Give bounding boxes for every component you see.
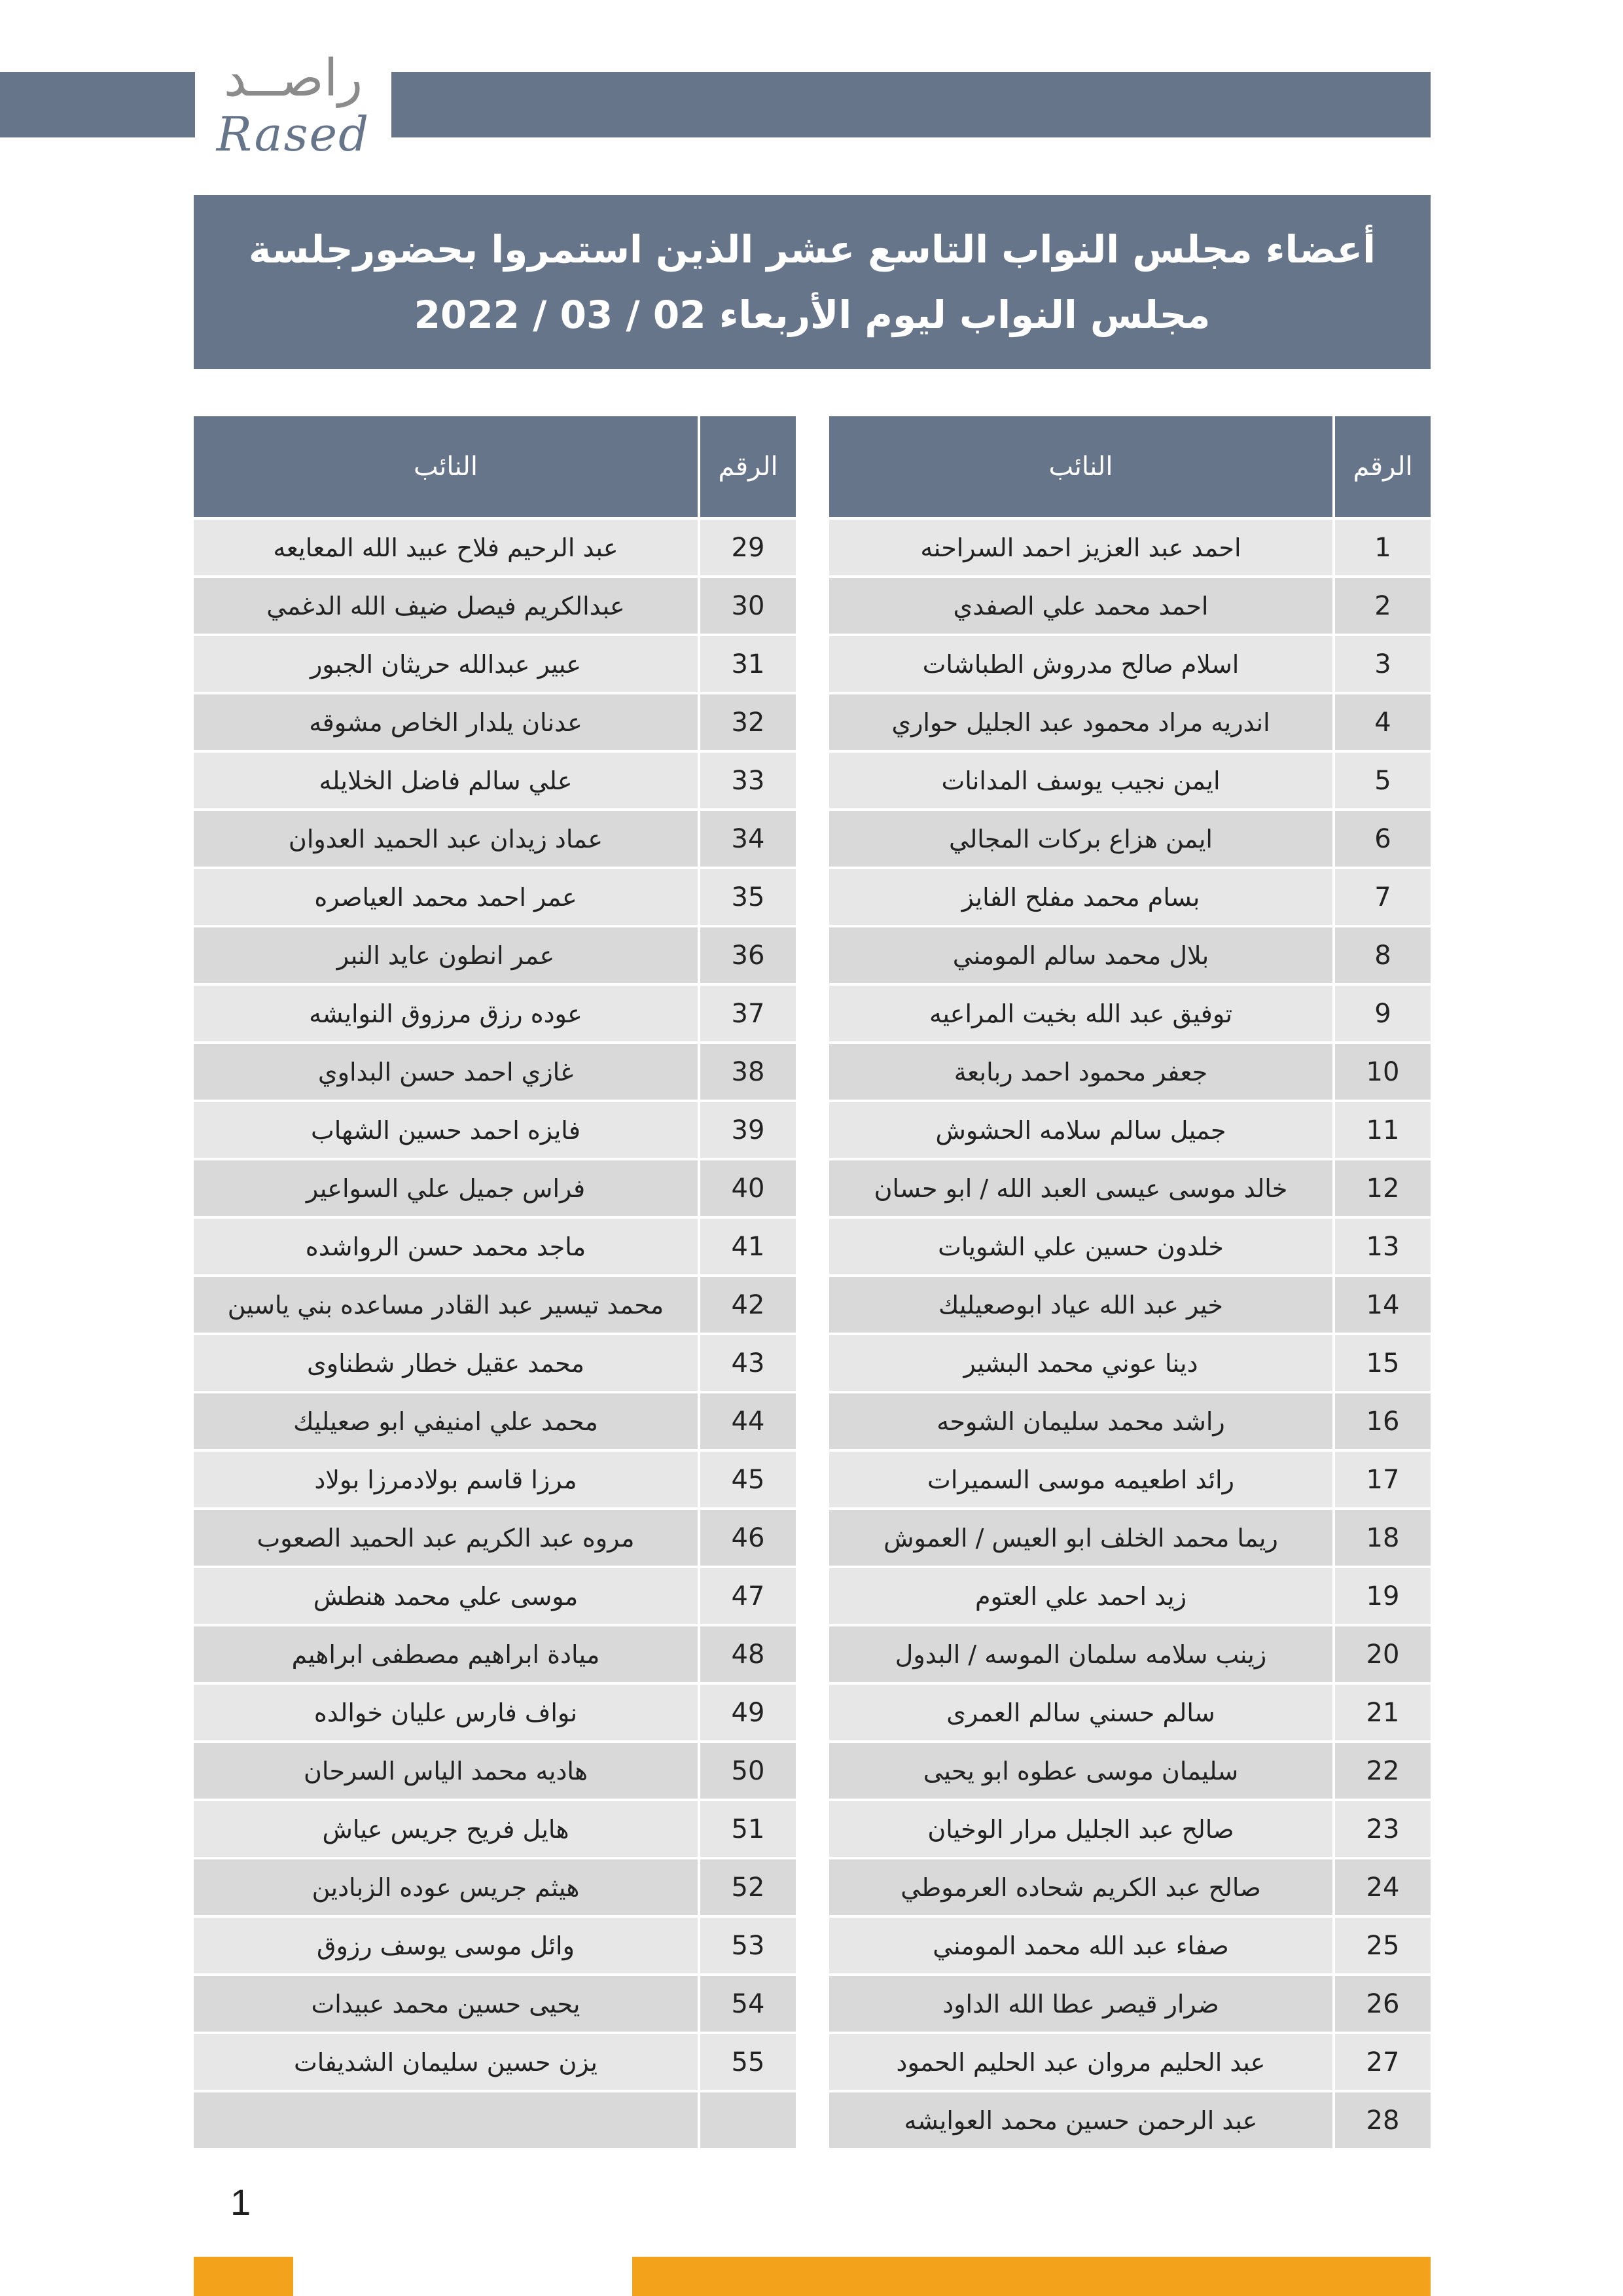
- member-number: 21: [1332, 1682, 1431, 1740]
- member-number: 11: [1332, 1100, 1431, 1158]
- member-number: 26: [1332, 1973, 1431, 2032]
- member-name: بلال محمد سالم المومني: [829, 925, 1332, 983]
- table-row: [829, 575, 1431, 634]
- member-name: محمد علي امنيفي ابو صعيليك: [194, 1391, 698, 1449]
- table-row: [194, 1274, 796, 1333]
- member-number: 24: [1332, 1857, 1431, 1915]
- member-name: ضرار قيصر عطا الله الداود: [829, 1973, 1332, 2032]
- table-row: [194, 1740, 796, 1799]
- member-number: 3: [1332, 634, 1431, 692]
- table-row: [829, 1100, 1431, 1158]
- footer-bar-left: [194, 2257, 293, 2296]
- table-row: [829, 1740, 1431, 1799]
- member-number: 17: [1332, 1449, 1431, 1507]
- member-name: خلدون حسين علي الشويات: [829, 1216, 1332, 1274]
- member-number: 51: [698, 1799, 796, 1857]
- column-header-name: النائب: [829, 416, 1332, 517]
- footer-bar-right: [632, 2257, 1431, 2296]
- table-row: [194, 1566, 796, 1624]
- member-name: يزن حسين سليمان الشديفات: [194, 2032, 698, 2090]
- table-row: [829, 1158, 1431, 1216]
- member-name: عبد الحليم مروان عبد الحليم الحمود: [829, 2032, 1332, 2090]
- member-name: جميل سالم سلامه الحشوش: [829, 1100, 1332, 1158]
- member-name: علي سالم فاضل الخلايله: [194, 750, 698, 808]
- table-row: [829, 1391, 1431, 1449]
- member-name: احمد عبد العزيز احمد السراحنه: [829, 517, 1332, 575]
- member-number: 35: [698, 867, 796, 925]
- member-name: خير عبد الله عياد ابوصعيليك: [829, 1274, 1332, 1333]
- table-row: [829, 983, 1431, 1041]
- column-header-number: الرقم: [698, 416, 796, 517]
- member-number: 41: [698, 1216, 796, 1274]
- header-bar-left: [0, 72, 195, 137]
- member-number: 5: [1332, 750, 1431, 808]
- member-name: صفاء عبد الله محمد المومني: [829, 1915, 1332, 1973]
- table-row: [829, 925, 1431, 983]
- table-row: [194, 1100, 796, 1158]
- member-name: جعفر محمود احمد ربابعة: [829, 1041, 1332, 1100]
- member-number: 52: [698, 1857, 796, 1915]
- member-number: 4: [1332, 692, 1431, 750]
- member-name: عمر انطون عايد النبر: [194, 925, 698, 983]
- logo-arabic-text: راصــد: [223, 49, 363, 108]
- table-row: [194, 1624, 796, 1682]
- table-row: [194, 1857, 796, 1915]
- member-number: 18: [1332, 1507, 1431, 1566]
- member-number: 31: [698, 634, 796, 692]
- member-number: 45: [698, 1449, 796, 1507]
- table-row: [829, 1682, 1431, 1740]
- table-row: [194, 867, 796, 925]
- member-number: 37: [698, 983, 796, 1041]
- member-number: 16: [1332, 1391, 1431, 1449]
- table-row: [829, 1799, 1431, 1857]
- member-name: وائل موسى يوسف رزوق: [194, 1915, 698, 1973]
- table-row: [829, 1041, 1431, 1100]
- table-row: [829, 2032, 1431, 2090]
- table-row: [829, 692, 1431, 750]
- table-row: [194, 1915, 796, 1973]
- member-number: 20: [1332, 1624, 1431, 1682]
- rased-logo: [208, 49, 378, 167]
- table-row: [194, 2090, 796, 2148]
- table-row: [194, 750, 796, 808]
- member-number: 9: [1332, 983, 1431, 1041]
- column-header-number: الرقم: [1332, 416, 1431, 517]
- member-number: [698, 2090, 796, 2148]
- member-number: 29: [698, 517, 796, 575]
- member-name: اسلام صالح مدروش الطباشات: [829, 634, 1332, 692]
- page-title-line-2: مجلس النواب ليوم الأربعاء 02 / 03 / 2022: [414, 293, 1211, 337]
- table-row: [829, 1216, 1431, 1274]
- table-row: [829, 2090, 1431, 2148]
- table-row: [829, 1333, 1431, 1391]
- table-row: [194, 925, 796, 983]
- table-row: [829, 808, 1431, 867]
- member-name: نواف فارس عليان خوالده: [194, 1682, 698, 1740]
- member-name: عبدالكريم فيصل ضيف الله الدغمي: [194, 575, 698, 634]
- table-row: [194, 1158, 796, 1216]
- member-name: صالح عبد الكريم شحاده العرموطي: [829, 1857, 1332, 1915]
- member-number: 50: [698, 1740, 796, 1799]
- member-name: فايزه احمد حسين الشهاب: [194, 1100, 698, 1158]
- member-number: 12: [1332, 1158, 1431, 1216]
- table-row: [194, 575, 796, 634]
- table-row: [829, 1274, 1431, 1333]
- table-row: [829, 1973, 1431, 2032]
- table-row: [829, 1449, 1431, 1507]
- member-name: ميادة ابراهيم مصطفى ابراهيم: [194, 1624, 698, 1682]
- member-number: 38: [698, 1041, 796, 1100]
- member-name: اندريه مراد محمود عبد الجليل حواري: [829, 692, 1332, 750]
- member-number: 22: [1332, 1740, 1431, 1799]
- member-name: زيد احمد علي العتوم: [829, 1566, 1332, 1624]
- table-row: [194, 634, 796, 692]
- member-number: 8: [1332, 925, 1431, 983]
- member-number: 6: [1332, 808, 1431, 867]
- page-title-line-1: أعضاء مجلس النواب التاسع عشر الذين استمروا بحضورجلسة: [249, 227, 1376, 272]
- logo-english-text: Rased: [216, 107, 370, 162]
- members-table-left-body: [194, 517, 796, 2148]
- member-name: سالم حسني سالم العمرى: [829, 1682, 1332, 1740]
- member-number: 30: [698, 575, 796, 634]
- table-row: [829, 1857, 1431, 1915]
- member-number: 28: [1332, 2090, 1431, 2148]
- member-name: عبد الرحيم فلاح عبيد الله المعايعه: [194, 517, 698, 575]
- members-table-right: [829, 416, 1431, 2148]
- member-number: 1: [1332, 517, 1431, 575]
- member-number: 43: [698, 1333, 796, 1391]
- table-row: [194, 983, 796, 1041]
- table-row: [829, 517, 1431, 575]
- member-number: 19: [1332, 1566, 1431, 1624]
- member-name: ايمن هزاع بركات المجالي: [829, 808, 1332, 867]
- member-number: 15: [1332, 1333, 1431, 1391]
- member-name: فراس جميل علي السواعير: [194, 1158, 698, 1216]
- table-row: [194, 692, 796, 750]
- member-name: عماد زيدان عبد الحميد العدوان: [194, 808, 698, 867]
- member-number: 54: [698, 1973, 796, 2032]
- member-name: رائد اطعيمه موسى السميرات: [829, 1449, 1332, 1507]
- header-bar-right: [391, 72, 1431, 137]
- member-number: 14: [1332, 1274, 1431, 1333]
- member-name: يحيى حسين محمد عبيدات: [194, 1973, 698, 2032]
- member-name: عبير عبدالله حريثان الجبور: [194, 634, 698, 692]
- member-name: دينا عوني محمد البشير: [829, 1333, 1332, 1391]
- member-number: 55: [698, 2032, 796, 2090]
- member-number: 46: [698, 1507, 796, 1566]
- member-number: 42: [698, 1274, 796, 1333]
- member-name: مروه عبد الكريم عبد الحميد الصعوب: [194, 1507, 698, 1566]
- member-number: 44: [698, 1391, 796, 1449]
- table-row: [194, 1041, 796, 1100]
- member-number: 7: [1332, 867, 1431, 925]
- member-name: عدنان يلدار الخاص مشوقه: [194, 692, 698, 750]
- member-name: غازي احمد حسن البداوي: [194, 1041, 698, 1100]
- member-name: صالح عبد الجليل مرار الوخيان: [829, 1799, 1332, 1857]
- table-row: [194, 1507, 796, 1566]
- member-name: راشد محمد سليمان الشوحه: [829, 1391, 1332, 1449]
- member-number: 36: [698, 925, 796, 983]
- member-number: 49: [698, 1682, 796, 1740]
- member-number: 2: [1332, 575, 1431, 634]
- member-name: بسام محمد مفلح الفايز: [829, 867, 1332, 925]
- member-name: هاديه محمد الياس السرحان: [194, 1740, 698, 1799]
- member-name: ايمن نجيب يوسف المدانات: [829, 750, 1332, 808]
- member-number: 48: [698, 1624, 796, 1682]
- member-number: 32: [698, 692, 796, 750]
- table-row: [194, 1682, 796, 1740]
- member-number: 39: [698, 1100, 796, 1158]
- member-number: 10: [1332, 1041, 1431, 1100]
- member-name: زينب سلامه سلمان الموسه / البدول: [829, 1624, 1332, 1682]
- members-table-right-body: [829, 517, 1431, 2148]
- table-row: [829, 634, 1431, 692]
- table-row: [829, 750, 1431, 808]
- member-name: عمر احمد محمد العياصره: [194, 867, 698, 925]
- table-row: [829, 1507, 1431, 1566]
- table-row: [829, 1566, 1431, 1624]
- table-row: [194, 1799, 796, 1857]
- member-name: هايل فريح جريس عياش: [194, 1799, 698, 1857]
- table-row: [194, 1216, 796, 1274]
- member-name: محمد عقيل خطار شطناوى: [194, 1333, 698, 1391]
- table-row: [829, 867, 1431, 925]
- table-row: [829, 1915, 1431, 1973]
- member-name: سليمان موسى عطوه ابو يحيى: [829, 1740, 1332, 1799]
- table-row: [194, 808, 796, 867]
- member-name: ريما محمد الخلف ابو العيس / العموش: [829, 1507, 1332, 1566]
- table-row: [194, 1391, 796, 1449]
- member-number: 27: [1332, 2032, 1431, 2090]
- table-row: [194, 517, 796, 575]
- member-name: ماجد محمد حسن الرواشده: [194, 1216, 698, 1274]
- member-name: عبد الرحمن حسين محمد العوايشه: [829, 2090, 1332, 2148]
- member-name: عوده رزق مرزوق النوايشه: [194, 983, 698, 1041]
- member-number: 40: [698, 1158, 796, 1216]
- member-number: 34: [698, 808, 796, 867]
- table-header-row: [829, 416, 1431, 517]
- member-name: خالد موسى عيسى العبد الله / ابو حسان: [829, 1158, 1332, 1216]
- member-name: محمد تيسير عبد القادر مساعده بني ياسين: [194, 1274, 698, 1333]
- member-number: 47: [698, 1566, 796, 1624]
- member-number: 25: [1332, 1915, 1431, 1973]
- member-number: 33: [698, 750, 796, 808]
- member-number: 23: [1332, 1799, 1431, 1857]
- column-header-name: النائب: [194, 416, 698, 517]
- table-row: [194, 1973, 796, 2032]
- table-header-row: [194, 416, 796, 517]
- table-row: [194, 2032, 796, 2090]
- member-number: 53: [698, 1915, 796, 1973]
- table-row: [194, 1333, 796, 1391]
- member-number: 13: [1332, 1216, 1431, 1274]
- member-name: توفيق عبد الله بخيت المراعيه: [829, 983, 1332, 1041]
- member-name: مرزا قاسم بولادمرزا بولاد: [194, 1449, 698, 1507]
- member-name: [194, 2090, 698, 2148]
- table-row: [194, 1449, 796, 1507]
- table-row: [829, 1624, 1431, 1682]
- member-name: احمد محمد علي الصفدي: [829, 575, 1332, 634]
- page-number: 1: [230, 2181, 251, 2223]
- page-title-box: [194, 195, 1431, 369]
- members-table-left: [194, 416, 796, 2148]
- member-name: موسى علي محمد هنطش: [194, 1566, 698, 1624]
- member-name: هيثم جريس عوده الزبادين: [194, 1857, 698, 1915]
